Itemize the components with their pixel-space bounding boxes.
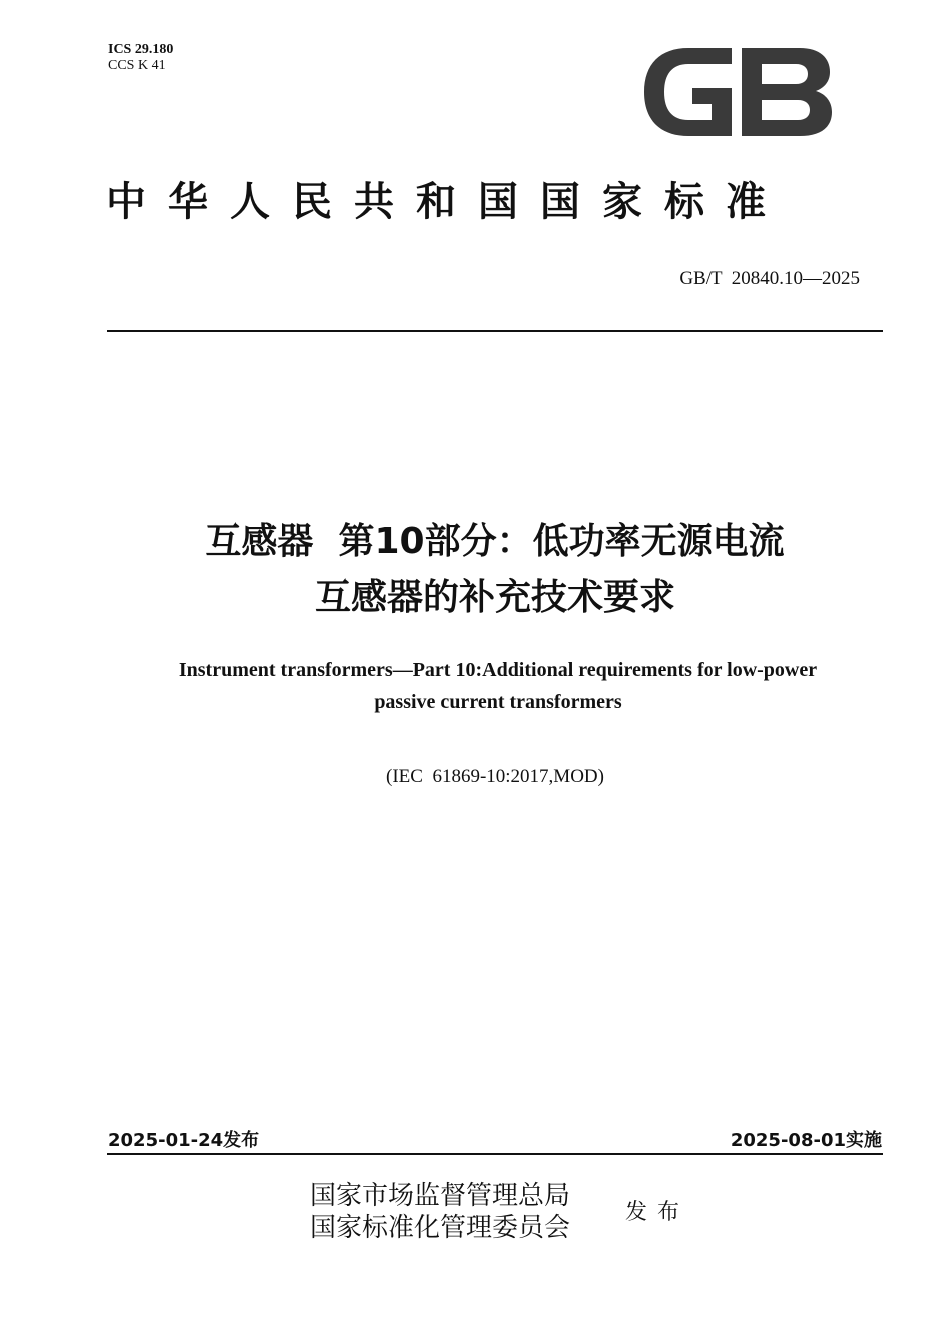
issuer-samr: 国家市场监督管理总局	[310, 1181, 571, 1211]
issuer-sac: 国家标准化管理委员会	[310, 1213, 571, 1243]
title-cn-line1: 互感器 第10部分：低功率无源电流	[205, 521, 785, 562]
gb-logo	[640, 44, 836, 140]
title-en-line2: passive current transformers	[374, 691, 622, 713]
ics-code: ICS 29.180	[108, 42, 174, 57]
ccs-code: CCS K 41	[108, 58, 166, 73]
publish-date: 2025-01-24发布	[108, 1130, 260, 1151]
gb-standard-logo-icon	[640, 44, 836, 140]
bottom-divider	[107, 1153, 883, 1155]
top-divider	[107, 330, 883, 332]
issue-label: 发布	[625, 1200, 690, 1225]
title-cn-line2: 互感器的补充技术要求	[314, 577, 675, 618]
adoption-note: (IEC 61869-10:2017,MOD)	[386, 766, 604, 787]
implement-date: 2025-08-01实施	[730, 1130, 882, 1151]
standard-type: 中华人民共和国国家标准	[106, 179, 788, 225]
standard-number: GB/T 20840.10—2025	[679, 268, 860, 289]
classification-codes	[108, 42, 173, 74]
issuers	[310, 1180, 570, 1244]
title-en-line1: Instrument transformers—Part 10:Additional requirements for low-power	[178, 659, 818, 681]
